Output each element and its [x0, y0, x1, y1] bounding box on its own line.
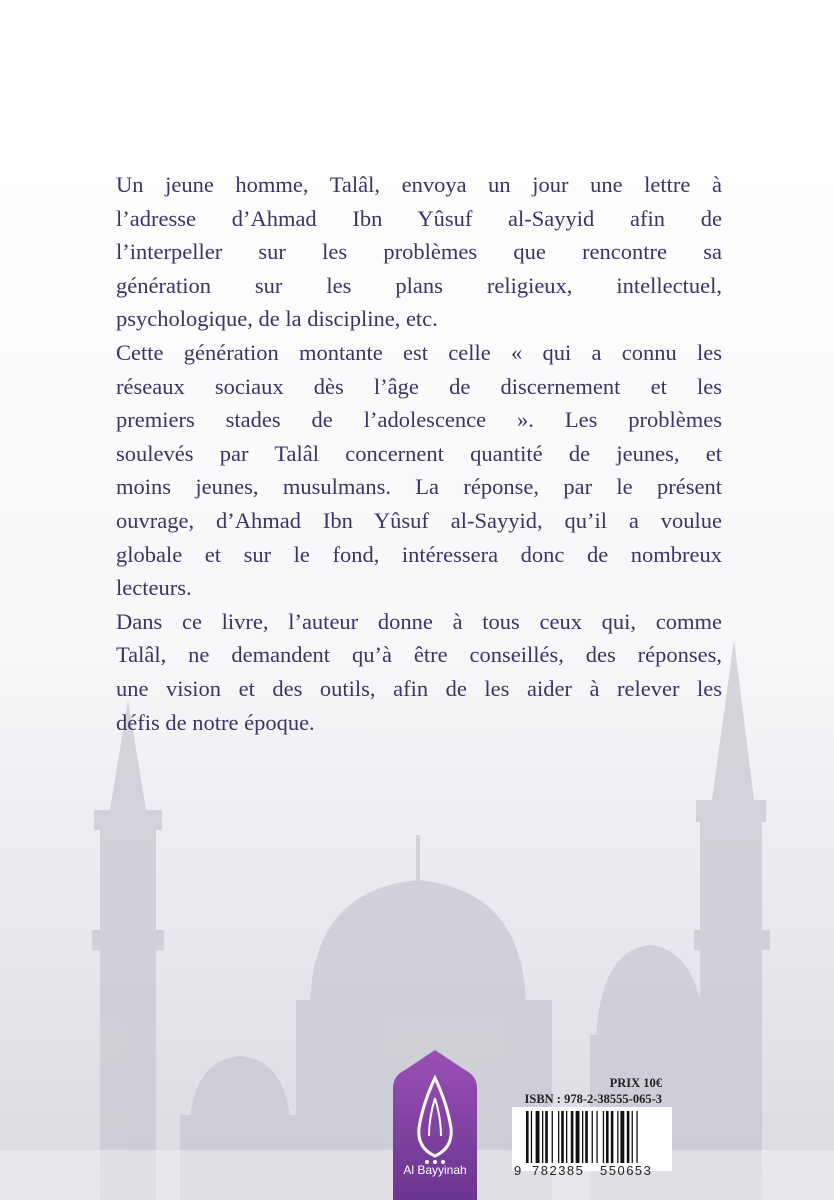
barcode-bar: [592, 1111, 593, 1163]
text-line: réseaux sociaux dès l’âge de discernement et les: [116, 373, 722, 399]
text-line: Dans ce livre, l’auteur donne à tous ceux qui, comme: [116, 608, 722, 634]
barcode-bar: [558, 1111, 559, 1163]
text-line: une vision et des outils, afin de les aider à relever les: [116, 675, 722, 701]
isbn-label: ISBN : 978-2-38555-065-3: [524, 1092, 662, 1106]
price-label: PRIX 10€: [609, 1076, 662, 1090]
text-line: globale et sur le fond, intéressera donc de nombreux: [116, 541, 722, 567]
barcode-bar: [561, 1111, 564, 1163]
barcode: [512, 1107, 672, 1171]
text-line: ouvrage, d’Ahmad Ibn Yûsuf al-Sayyid, qu’il a voulue: [116, 507, 722, 533]
barcode-bar: [545, 1111, 548, 1163]
text-line: lecteurs.: [116, 575, 192, 601]
barcode-bar: [627, 1111, 630, 1163]
text-line: premiers stades de l’adolescence ». Les problèmes: [116, 407, 722, 433]
barcode-bar: [603, 1111, 604, 1163]
barcode-bar: [611, 1111, 614, 1163]
barcode-bar: [566, 1111, 567, 1163]
barcode-bar: [585, 1111, 588, 1163]
barcode-bar: [542, 1111, 543, 1163]
paragraph-1: [116, 168, 722, 336]
text-line: Un jeune homme, Talâl, envoya un jour une lettre à: [116, 172, 722, 197]
paragraph-3: [116, 605, 722, 739]
barcode-digit-first: 9: [514, 1163, 522, 1178]
publisher-logo: [393, 1048, 477, 1200]
barcode-bar: [576, 1111, 580, 1163]
text-line: psychologique, de la discipline, etc.: [116, 306, 438, 332]
barcode-bar: [617, 1111, 618, 1163]
barcode-bar: [526, 1111, 529, 1163]
paragraph-2: [116, 336, 722, 605]
barcode-digits-left: 782385: [532, 1163, 585, 1178]
barcode-bar: [552, 1111, 553, 1163]
barcode-bar: [536, 1111, 540, 1163]
publisher-name: Al Bayyinah: [403, 1163, 467, 1177]
text-line: l’adresse d’Ahmad Ibn Yûsuf al-Sayyid afin de: [116, 205, 722, 231]
barcode-digits-right: 550653: [600, 1163, 653, 1178]
barcode-bar: [636, 1111, 637, 1163]
barcode-bar: [596, 1111, 597, 1163]
text-line: moins jeunes, musulmans. La réponse, par le présent: [116, 474, 722, 500]
text-line: soulevés par Talâl concernent quantité de jeunes, et: [116, 440, 722, 466]
text-line: l’interpeller sur les problèmes que rencontre sa: [116, 239, 722, 265]
text-line: Talâl, ne demandent qu’à être conseillés, des réponses,: [116, 642, 722, 668]
text-line: défis de notre époque.: [116, 709, 315, 735]
barcode-bar: [582, 1111, 583, 1163]
barcode-bar: [571, 1111, 574, 1163]
text-line: génération sur les plans religieux, intellectuel,: [116, 272, 722, 298]
barcode-bar: [632, 1111, 633, 1163]
barcode-bar: [606, 1111, 609, 1163]
text-line: Cette génération montante est celle « qui a connu les: [116, 339, 722, 365]
price-isbn-block: [510, 1075, 662, 1107]
barcode-bar: [531, 1111, 532, 1163]
back-cover-blurb: [116, 168, 722, 739]
barcode-bar: [620, 1111, 624, 1163]
